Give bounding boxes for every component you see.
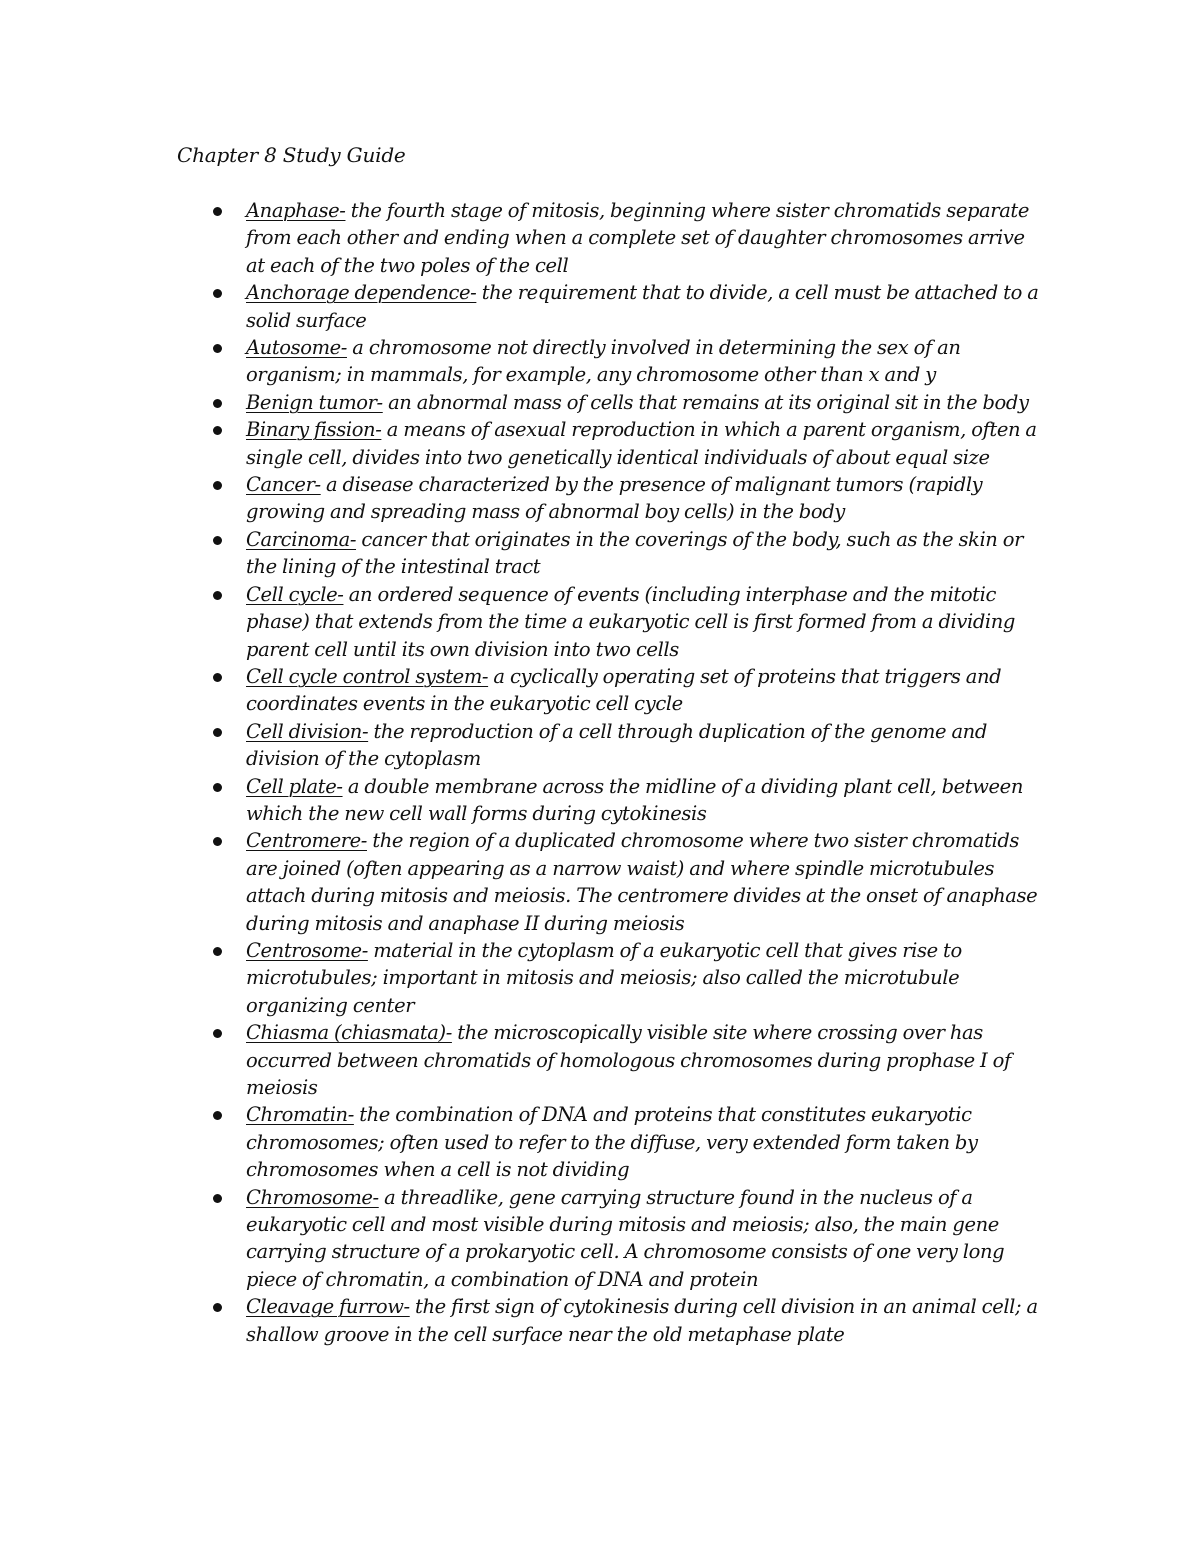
- glossary-definition: the combination of DNA and proteins that constitutes eukaryotic chromosomes; often used to refer to the diffuse, very extended form taken by chromosomes when a cell is not dividing: [246, 1103, 978, 1182]
- glossary-definition: the requirement that to divide, a cell must be attached to a solid surface: [246, 281, 1039, 332]
- glossary-item: [246, 197, 1046, 279]
- page-title: Chapter 8 Study Guide: [177, 143, 406, 167]
- glossary-definition: a chromosome not directly involved in determining the sex of an organism; in mammals, for example, any chromosome other than x and y: [246, 336, 961, 387]
- glossary-definition: a means of asexual reproduction in which a parent organism, often a single cell, divides into two genetically identical individuals of about equal size: [246, 418, 1037, 469]
- glossary-item: [246, 279, 1046, 334]
- glossary-item: [246, 526, 1046, 581]
- glossary-definition: material in the cytoplasm of a eukaryotic cell that gives rise to microtubules; important in mitosis and meiosis; also called the microtubule organizing center: [246, 938, 962, 1017]
- bullet-icon: [213, 591, 222, 600]
- bullet-icon: [213, 837, 222, 846]
- glossary-item: [246, 1293, 1046, 1348]
- glossary-definition: a threadlike, gene carrying structure found in the nucleus of a eukaryotic cell and most visible during mitosis and meiosis; also, the main gene carrying structure of a prokaryotic cell. A chromosome consists of one very long piece of chromatin, a combination of DNA and protein: [246, 1185, 1005, 1291]
- glossary-definition: the reproduction of a cell through duplication of the genome and division of the cytoplasm: [246, 719, 987, 771]
- bullet-icon: [213, 1303, 222, 1312]
- glossary-term: Centrosome-: [246, 938, 368, 962]
- glossary-item: [246, 581, 1046, 663]
- bullet-icon: [213, 1029, 222, 1038]
- glossary-term: Cancer-: [246, 473, 321, 497]
- glossary-definition: the first sign of cytokinesis during cell division in an animal cell; a shallow groove in the cell surface near the old metaphase plate: [246, 1295, 1038, 1346]
- glossary-item: [246, 471, 1046, 526]
- glossary-term: Carcinoma-: [246, 527, 357, 551]
- glossary-item: [246, 334, 1046, 389]
- glossary-definition: a disease characterized by the presence of malignant tumors (rapidly growing and spreading mass of abnormal boy cells) in the body: [246, 473, 983, 524]
- glossary-item: [246, 389, 1046, 416]
- glossary-item: [246, 773, 1046, 828]
- glossary-term: Chromatin-: [246, 1103, 354, 1127]
- glossary-definition: the region of a duplicated chromosome where two sister chromatids are joined (often appearing as a narrow waist) and where spindle microtubules attach during mitosis and meiosis. The centromere divides at the onset of anaphase during mitosis and anaphase II during meiosis: [246, 829, 1038, 935]
- bullet-icon: [213, 1111, 222, 1120]
- glossary-item: [246, 416, 1046, 471]
- glossary-term: Cell cycle-: [246, 582, 344, 606]
- glossary-term: Cleavage furrow-: [246, 1295, 410, 1319]
- glossary-item: [246, 1101, 1046, 1183]
- glossary-term: Cell division-: [246, 719, 369, 743]
- glossary-term: Centromere-: [246, 829, 367, 853]
- glossary-item: [246, 718, 1046, 773]
- bullet-icon: [213, 947, 222, 956]
- bullet-icon: [213, 399, 222, 408]
- glossary-definition: a double membrane across the midline of a dividing plant cell, between which the new cell wall forms during cytokinesis: [246, 774, 1023, 825]
- glossary-term: Cell plate-: [246, 774, 343, 798]
- glossary-definition: the fourth stage of mitosis, beginning where sister chromatids separate from each other and ending when a complete set of daughter chromosomes arrive at each of the two poles of the cell: [246, 199, 1029, 277]
- glossary-term: Anaphase-: [246, 199, 346, 222]
- glossary-item: [246, 827, 1046, 937]
- glossary-term: Binary fission-: [246, 418, 382, 442]
- bullet-icon: [213, 344, 222, 353]
- glossary-definition: the microscopically visible site where crossing over has occurred between chromatids of homologous chromosomes during prophase I of meiosis: [246, 1021, 1011, 1099]
- glossary-term: Autosome-: [246, 336, 347, 360]
- glossary-term: Anchorage dependence-: [246, 281, 477, 305]
- glossary-list: [246, 197, 1046, 1348]
- bullet-icon: [213, 536, 222, 545]
- glossary-term: Cell cycle control system-: [246, 664, 489, 688]
- bullet-icon: [213, 289, 222, 298]
- glossary-definition: cancer that originates in the coverings of the body, such as the skin or the lining of the intestinal tract: [246, 527, 1024, 579]
- glossary-definition: an abnormal mass of cells that remains at its original sit in the body: [388, 390, 1029, 414]
- bullet-icon: [213, 207, 222, 216]
- bullet-icon: [213, 783, 222, 792]
- bullet-icon: [213, 1194, 222, 1203]
- glossary-item: [246, 1184, 1046, 1294]
- glossary-term: Benign tumor-: [246, 390, 383, 414]
- glossary-definition: an ordered sequence of events (including interphase and the mitotic phase) that extends from the time a eukaryotic cell is first formed from a dividing parent cell until its own division into two cells: [246, 582, 1015, 661]
- bullet-icon: [213, 673, 222, 682]
- glossary-item: [246, 1019, 1046, 1101]
- glossary-item: [246, 937, 1046, 1019]
- bullet-icon: [213, 728, 222, 737]
- glossary-definition: a cyclically operating set of proteins that triggers and coordinates events in the eukaryotic cell cycle: [246, 664, 1002, 716]
- glossary-term: Chromosome-: [246, 1185, 379, 1209]
- glossary-term: Chiasma (chiasmata)-: [246, 1021, 452, 1045]
- bullet-icon: [213, 481, 222, 490]
- bullet-icon: [213, 426, 222, 435]
- glossary-item: [246, 663, 1046, 718]
